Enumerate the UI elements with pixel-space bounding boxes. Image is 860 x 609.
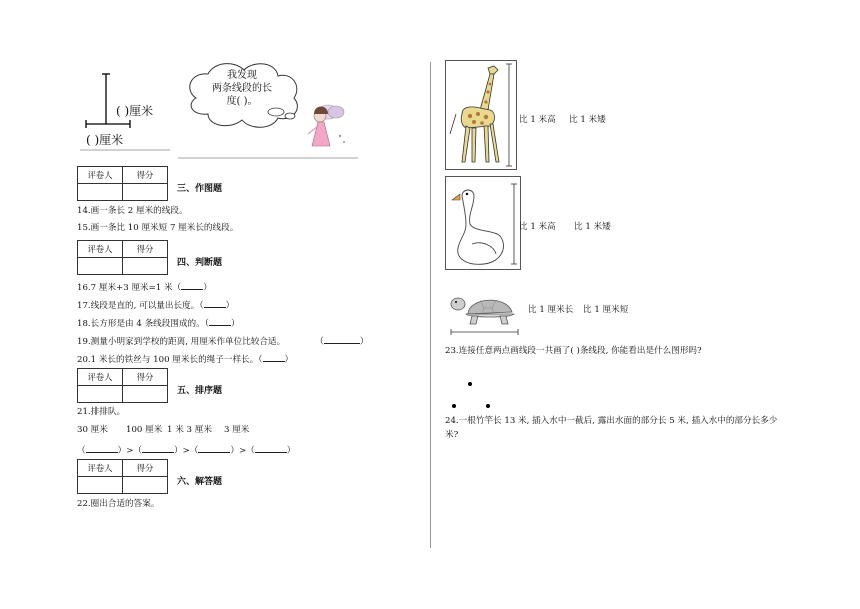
comparison-sign: ）>（ (174, 446, 199, 456)
column-divider (430, 62, 431, 548)
grader-cell (78, 477, 123, 494)
goose-image (448, 180, 522, 270)
score-box (77, 368, 168, 403)
score-box (77, 459, 168, 494)
question-24-line1: 24.一根竹竿长 13 米, 插入水中一截后, 露出水面的部分长 5 米, 插入水中的部分长多少 (445, 416, 778, 426)
cloud-text: 我发现 两条线段的长 度( )。 (212, 70, 272, 107)
paren-close: ） (203, 283, 212, 293)
score-cell (123, 184, 168, 201)
question-23: 23.连接任意两点画线段一共画了( )条线段, 你能看出是什么图形吗? (445, 346, 702, 356)
turtle-image (448, 288, 524, 338)
section-title-solving: 六、解答题 (177, 477, 223, 487)
vertical-length-label: ( )厘米 (116, 104, 154, 118)
option-longer-than-1cm[interactable]: 比 1 厘米长 (528, 305, 574, 315)
answer-blank[interactable] (324, 334, 360, 344)
grader-header: 评卷人 (78, 241, 123, 258)
section-title-ordering: 五、排序题 (177, 386, 223, 396)
answer-blank[interactable] (142, 443, 174, 453)
answer-blank[interactable] (204, 298, 226, 308)
question-20-text: 20.1 米长的铁丝与 100 厘米长的绳子一样长。（ (77, 355, 263, 365)
question-19 (77, 334, 368, 348)
score-header: 得分 (123, 241, 168, 258)
three-points-figure (448, 376, 498, 412)
answer-blank[interactable] (181, 280, 203, 290)
answer-blank[interactable] (198, 443, 230, 453)
giraffe-image (448, 62, 518, 170)
question-18 (77, 316, 240, 330)
question-24-line2: 米? (445, 430, 459, 440)
length-item: 100 厘米 (126, 425, 163, 435)
question-17 (77, 298, 234, 312)
option-shorter-than-1m[interactable]: 比 1 米矮 (569, 115, 606, 125)
score-header: 得分 (123, 369, 168, 386)
comparison-sign: ）>（ (117, 446, 142, 456)
answer-blank[interactable] (209, 316, 231, 326)
grader-cell (78, 386, 123, 403)
grader-cell (78, 184, 123, 201)
score-cell (123, 386, 168, 403)
comparison-sign: ）>（ (230, 446, 255, 456)
question-21: 21.排排队。 (77, 407, 126, 417)
option-shorter-than-1cm[interactable]: 比 1 厘米短 (583, 305, 629, 315)
question-20 (77, 352, 293, 366)
grader-header: 评卷人 (78, 460, 123, 477)
paren: （ (77, 446, 86, 456)
section-title-judgement: 四、判断题 (177, 258, 223, 268)
paren-open: （ (315, 337, 324, 347)
paren-close: ） (284, 355, 294, 365)
length-item: 30 厘米 (77, 425, 108, 435)
section-title-drawing: 三、作图题 (177, 184, 223, 194)
fairy-icon (308, 105, 345, 146)
score-header: 得分 (123, 460, 168, 477)
option-taller-than-1m[interactable]: 比 1 米高 (519, 115, 556, 125)
option-taller-than-1m[interactable]: 比 1 米高 (519, 222, 556, 232)
question-16-text: 16.7 厘米+3 厘米=1 米（ (77, 283, 182, 293)
answer-blank[interactable] (263, 352, 285, 362)
answer-blank[interactable] (255, 443, 287, 453)
score-box (77, 166, 168, 201)
paren-close: ） (225, 301, 235, 311)
option-shorter-than-1m[interactable]: 比 1 米矮 (574, 222, 611, 232)
paren-close: ） (359, 337, 369, 347)
horizontal-length-label: ( )厘米 (86, 133, 124, 147)
question-14: 14.画一条长 2 厘米的线段。 (77, 206, 188, 216)
question-17-text: 17.线段是直的, 可以量出长度。（ (77, 301, 204, 311)
question-18-text: 18.长方形是由 4 条线段围成的。（ (77, 319, 210, 329)
score-cell (123, 477, 168, 494)
score-box (77, 240, 168, 275)
length-item: 1 米 3 厘米 (167, 425, 212, 435)
answer-blank[interactable] (86, 443, 118, 453)
paren-close: ） (231, 319, 240, 329)
question-19-text: 19.测量小明家到学校的距离, 用厘米作单位比较合适。 (77, 337, 286, 347)
grader-header: 评卷人 (78, 369, 123, 386)
question-16 (77, 280, 212, 294)
grader-header: 评卷人 (78, 167, 123, 184)
score-cell (123, 258, 168, 275)
question-22: 22.圈出合适的答案。 (77, 499, 160, 509)
length-item: 3 厘米 (224, 425, 250, 435)
ordering-answer-row (77, 443, 295, 457)
paren: ） (286, 446, 296, 456)
question-15: 15.画一条比 10 厘米短 7 厘米长的线段。 (77, 223, 239, 233)
grader-cell (78, 258, 123, 275)
score-header: 得分 (123, 167, 168, 184)
